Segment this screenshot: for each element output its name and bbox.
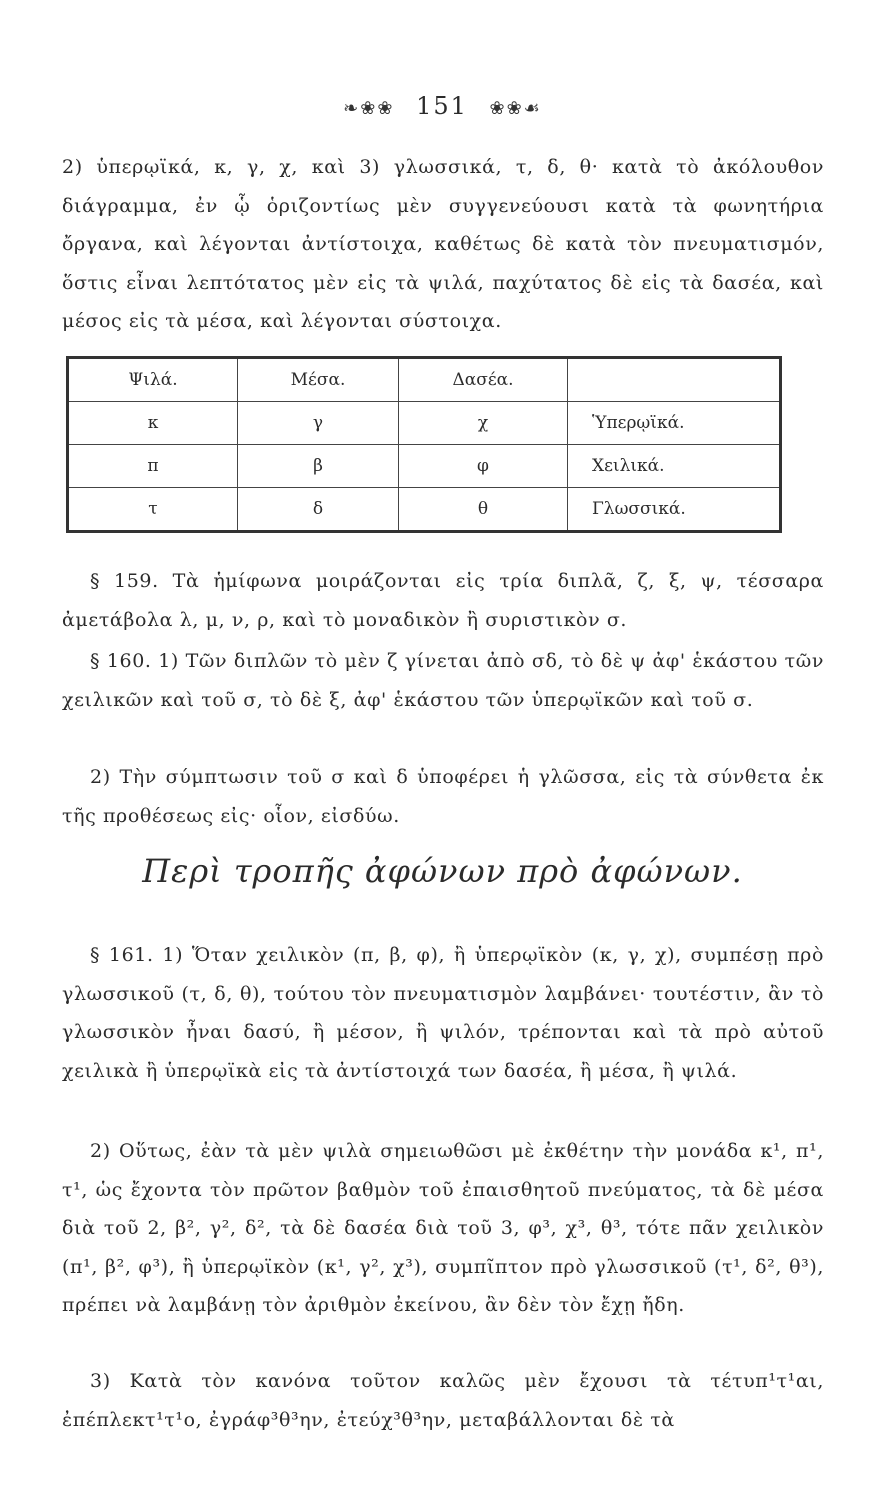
page-header	[0, 92, 885, 120]
section-161-2: 2) Οὕτως, ἐὰν τὰ μὲν ψιλὰ σημειωθῶσι μὲ ἐκθέτην τὴν μονάδα κ¹, π¹, τ¹, ὡς ἔχοντα τὸν πρῶτον βαθμὸν τοῦ ἐπαισθητοῦ πνεύματος, τὰ δὲ μέσα διὰ τοῦ 2, β², γ², δ², τὰ δὲ δασέα διὰ τοῦ 3, φ³, χ³, θ³, τότε πᾶν χειλικὸν (π¹, β², φ³), ἢ ὑπερῳϊκὸν (κ¹, γ², χ³), συμπῖπτον πρὸ γλωσσικοῦ (τ¹, δ², θ³), πρέπει νὰ λαμβάνῃ τὸν ἀριθμὸν ἐκείνου, ἂν δὲν τὸν ἔχῃ ἤδη.	[62, 1140, 824, 1316]
table-cell: π	[68, 445, 238, 488]
section-heading: Περὶ τροπῆς ἀφώνων πρὸ ἀφώνων.	[142, 852, 743, 890]
table-row	[68, 445, 781, 488]
table-row	[68, 488, 781, 532]
table-cell: τ	[68, 488, 238, 532]
section-160-2: 2) Τὴν σύμπτωσιν τοῦ σ καὶ δ ὑποφέρει ἡ γλῶσσα, εἰς τὰ σύνθετα ἐκ τῆς προθέσεως εἰς· οἷον, εἰσδύω.	[62, 766, 824, 827]
section-161-1: § 161. 1) Ὅταν χειλικὸν (π, β, φ), ἢ ὑπερῳϊκὸν (κ, γ, χ), συμπέσῃ πρὸ γλωσσικοῦ (τ, δ, θ), τούτου τὸν πνευματισμὸν λαμβάνει· τουτέστιν, ἂν τὸ γλωσσικὸν ἦναι δασύ, ἢ μέσον, ἢ ψιλόν, τρέπονται καὶ τὰ πρὸ αὐτοῦ χειλικὰ ἢ ὑπερῳϊκὰ εἰς τὰ ἀντίστοιχά των δασέα, ἢ μέσα, ἢ ψιλά.	[62, 944, 824, 1082]
ornament-right: ❀❀☙	[489, 98, 542, 119]
section-161-3: 3) Κατὰ τὸν κανόνα τοῦτον καλῶς μὲν ἔχουσι τὰ τέτυπ¹τ¹αι, ἐπέπλεκτ¹τ¹ο, ἐγράφ³θ³ην, ἐτεύχ³θ³ην, μεταβάλλονται δὲ τὰ	[62, 1370, 824, 1431]
consonant-table	[66, 356, 782, 533]
table-cell: Ὑπερῳϊκά.	[568, 402, 781, 445]
table-header-cell: Μέσα.	[238, 358, 399, 402]
section-160-1: § 160. 1) Τῶν διπλῶν τὸ μὲν ζ γίνεται ἀπὸ σδ, τὸ δὲ ψ ἀφ' ἑκάστου τῶν χειλικῶν καὶ τοῦ σ, τὸ δὲ ξ, ἀφ' ἑκάστου τῶν ὑπερῳϊκῶν καὶ τοῦ σ.	[62, 650, 824, 711]
table-cell: Χειλικά.	[568, 445, 781, 488]
table-header-row	[68, 358, 781, 402]
table-header-cell: Ψιλά.	[68, 358, 238, 402]
table-cell: γ	[238, 402, 399, 445]
table-row	[68, 402, 781, 445]
table-cell: β	[238, 445, 399, 488]
table-cell: κ	[68, 402, 238, 445]
table-cell: φ	[399, 445, 568, 488]
table-cell: Γλωσσικά.	[592, 499, 686, 519]
table-cell: θ	[399, 488, 568, 532]
table-cell: δ	[238, 488, 399, 532]
table-header-cell: Δασέα.	[399, 358, 568, 402]
ornament-left: ❧❀❀	[343, 98, 395, 119]
intro-paragraph: 2) ὑπερῳϊκά, κ, γ, χ, καὶ 3) γλωσσικά, τ, δ, θ· κατὰ τὸ ἀκόλουθον διάγραμμα, ἐν ᾧ ὁριζοντίως μὲν συγγενεύουσι κατὰ τὰ φωνητήρια ὄργανα, καὶ λέγονται ἀντίστοιχα, καθέτως δὲ κατὰ τὸν πνευματισμόν, ὅστις εἶναι λεπτότατος μὲν εἰς τὰ ψιλά, παχύτατος δὲ εἰς τὰ δασέα, καὶ μέσος εἰς τὰ μέσα, καὶ λέγονται σύστοιχα.	[62, 156, 824, 332]
table-header-cell	[568, 358, 781, 402]
page-number: 151	[416, 92, 468, 120]
table-cell: χ	[399, 402, 568, 445]
section-159: § 159. Τὰ ἡμίφωνα μοιράζονται εἰς τρία διπλᾶ, ζ, ξ, ψ, τέσσαρα ἀμετάβολα λ, μ, ν, ρ, καὶ τὸ μοναδικὸν ἢ συριστικὸν σ.	[62, 570, 824, 631]
